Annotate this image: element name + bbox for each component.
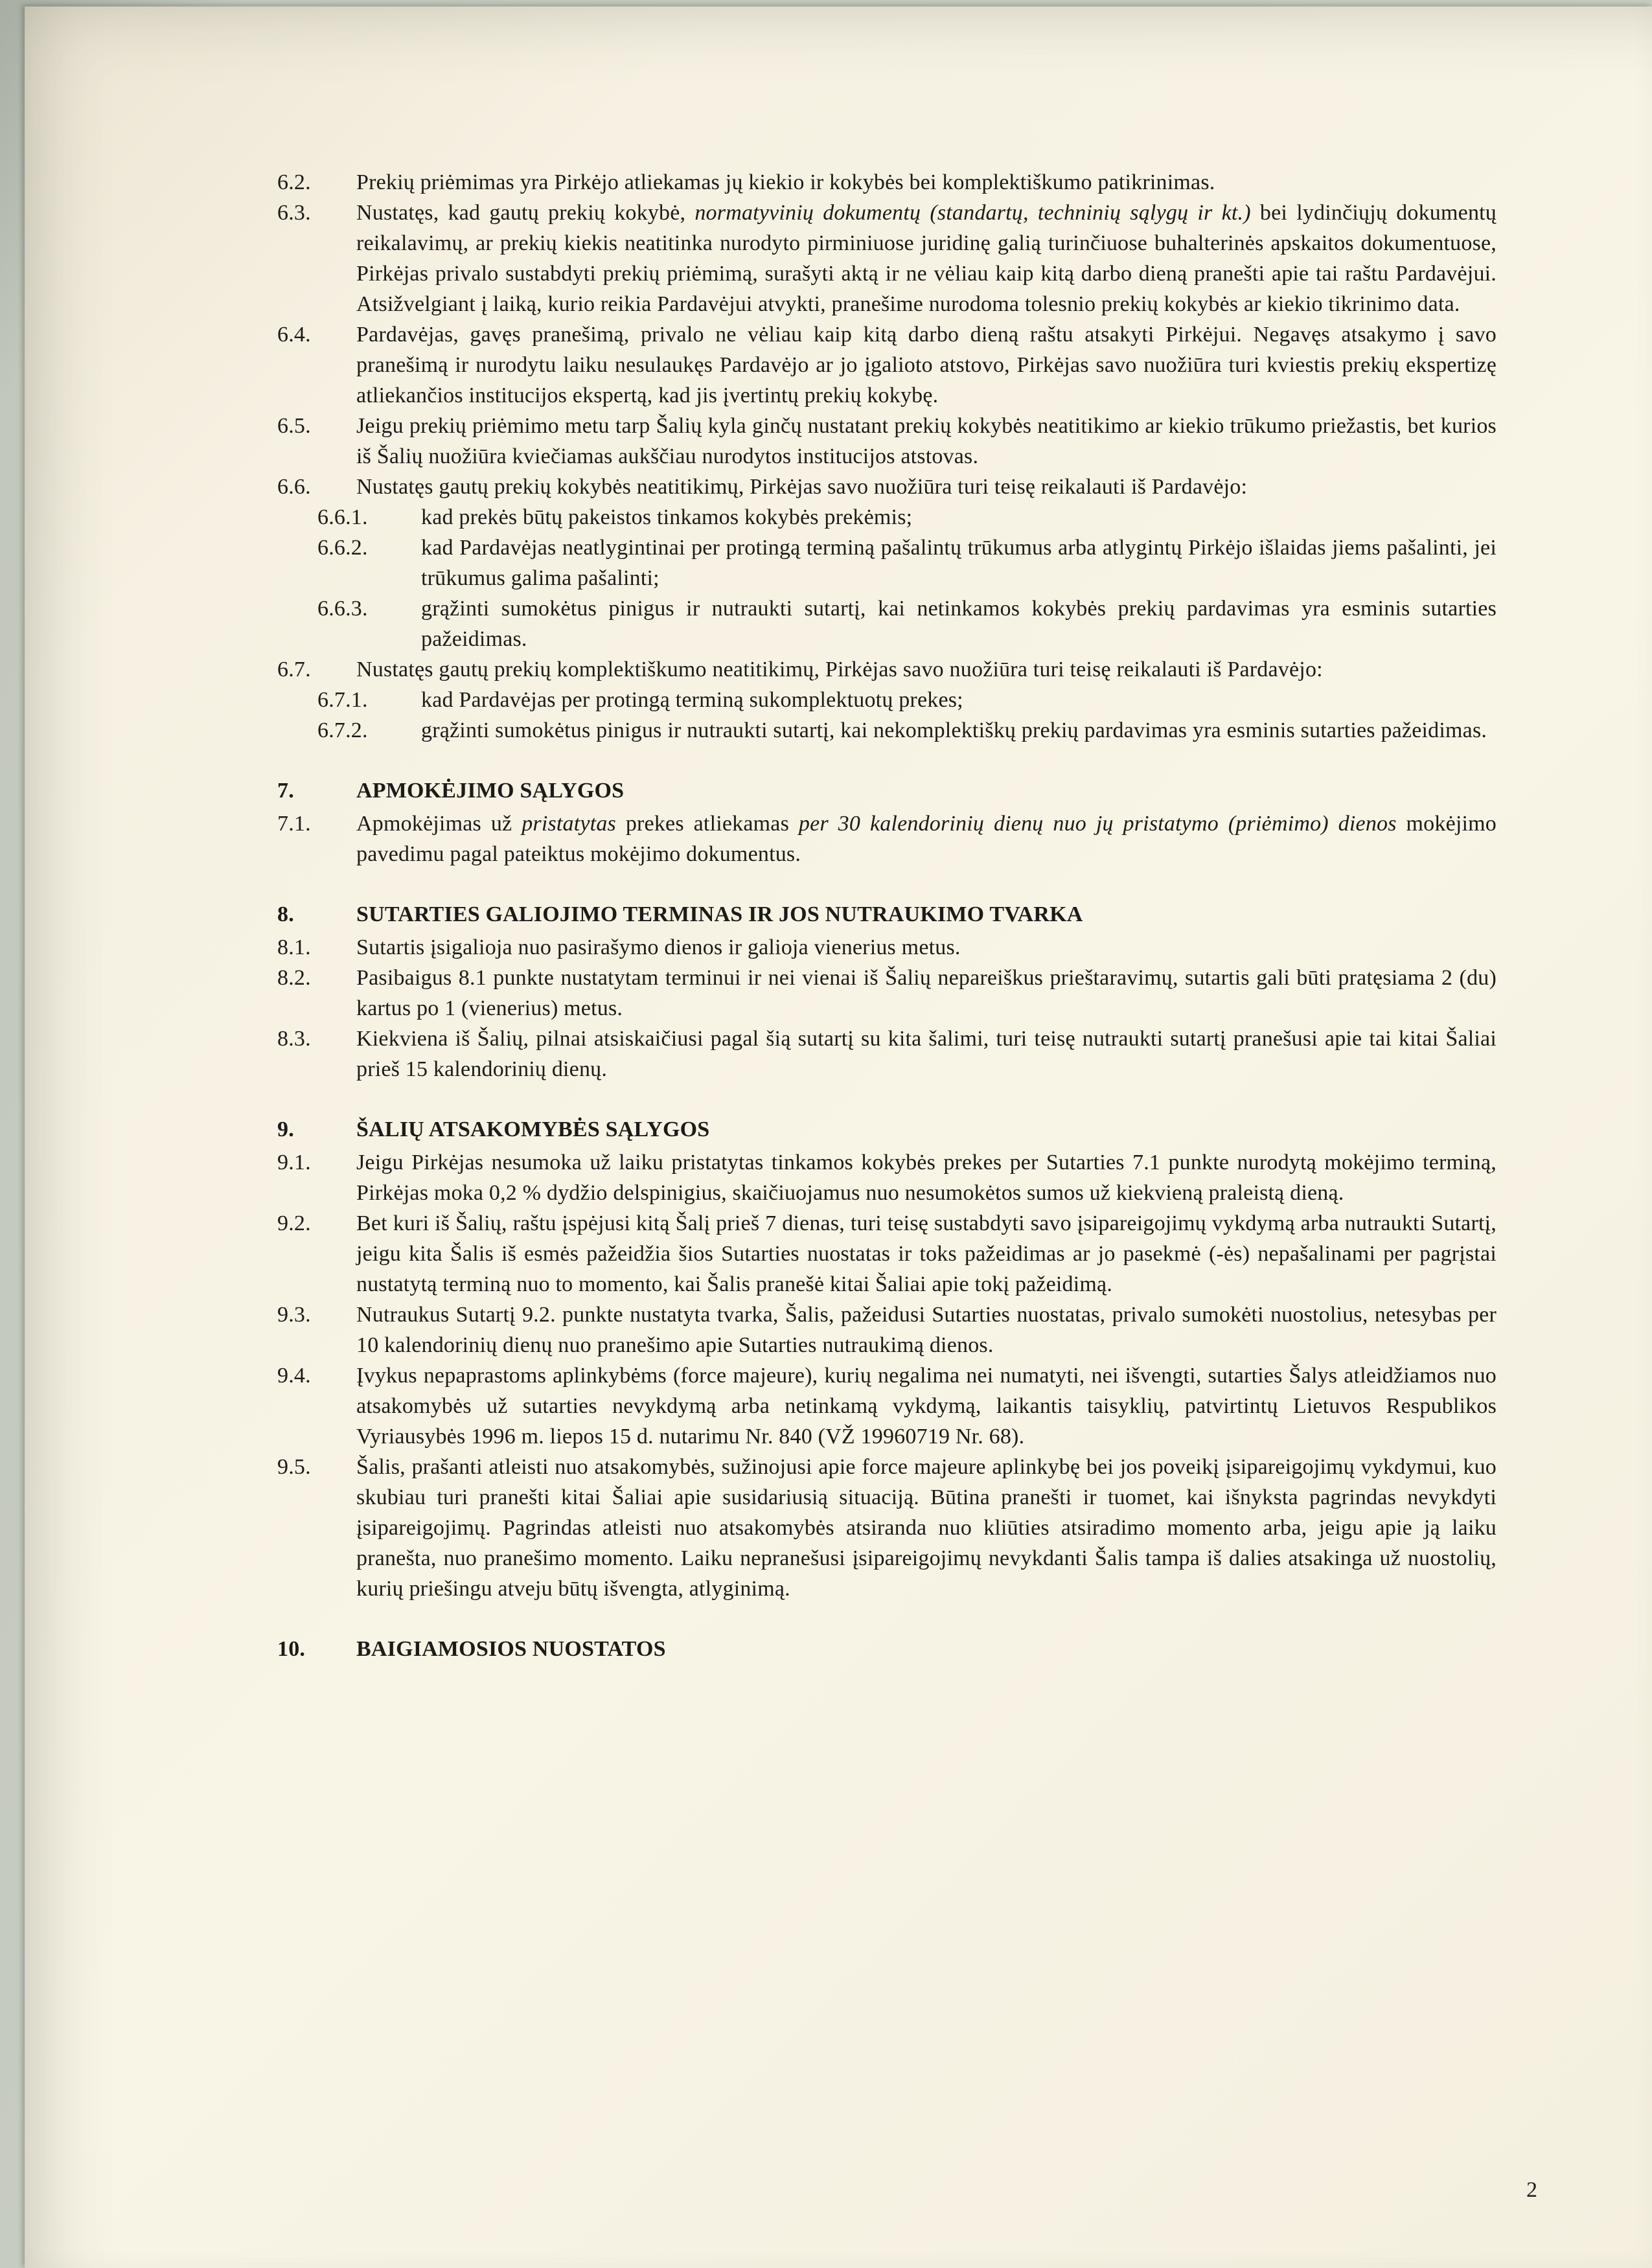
clause-number: 9.1. xyxy=(277,1151,311,1174)
clause-number: 8.3. xyxy=(277,1027,311,1051)
clause-number: 6.2. xyxy=(277,170,311,194)
clause-number: 6.3. xyxy=(277,201,311,225)
clause-text: Pasibaigus 8.1 punkte nustatytam terminui ir nei vienai iš Šalių nepareiškus prieštaravimų, sutartis gali būti pratęsiama 2 (du) kartus po 1 (vienerius) metus. xyxy=(356,966,1497,1020)
clause-item xyxy=(277,1300,1497,1360)
clause-text: Šalis, prašanti atleisti nuo atsakomybės, sužinojusi apie force majeure aplinkybę bei jos poveikį įsipareigojimų vykdymui, kuo skubiau turi pranešti kitai Šaliai apie susidariusią situaciją. Būtina pranešti ir tuomet, kai išnyksta pagrindas nevykdyti įsipareigojimų. Pagrindas atleisti nuo atsakomybės atsiranda nuo kliūties atsiradimo momento arba, jeigu apie ją laiku pranešta, nuo pranešimo momento. Laiku nepranešusi įsipareigojimų nevykdanti Šalis tampa iš dalies atsakinga už nuostolių, kurių priešingu atveju būtų išvengta, atlyginimą. xyxy=(356,1455,1497,1601)
clause-text: Sutartis įsigalioja nuo pasirašymo dienos ir galioja vienerius metus. xyxy=(356,935,961,959)
clause-number: 9.2. xyxy=(277,1211,311,1235)
clause-text: Prekių priėmimas yra Pirkėjo atliekamas jų kiekio ir kokybės bei komplektiškumo patikrinimas. xyxy=(356,170,1215,194)
clause-number: 6.6. xyxy=(277,475,311,499)
clause-number: 6.5. xyxy=(277,414,311,438)
clause-number: 10. xyxy=(277,1637,306,1661)
clause-item xyxy=(277,1452,1497,1604)
clause-text: Nustatęs, kad gautų prekių kokybė, normatyvinių dokumentų (standartų, techninių sąlygų ir kt.) bei lydinčiųjų dokumentų reikalavimų, ar prekių kiekis neatitinka nurodyto pirminiuose juridinę galią turinčiuose buhalterinės apskaitos dokumentuose, Pirkėjas privalo sustabdyti prekių priėmimą, surašyti aktą ir ne vėliau kaip kitą darbo dieną pranešti apie tai raštu Pardavėjui. Atsižvelgiant į laiką, kurio reikia Pardavėjui atvykti, pranešime nurodoma tolesnio prekių kokybės ar kiekio tikrinimo data. xyxy=(356,201,1497,316)
page-number: 2 xyxy=(1526,2178,1537,2202)
clause-item xyxy=(277,685,1497,715)
clause-number: 6.4. xyxy=(277,323,311,347)
clause-number: 8.2. xyxy=(277,966,311,990)
clause-number: 6.7.1. xyxy=(317,688,368,712)
clause-text: Nustatęs gautų prekių kokybės neatitikimų, Pirkėjas savo nuožiūra turi teisę reikalauti iš Pardavėjo: xyxy=(356,475,1248,499)
clause-number: 6.6.2. xyxy=(317,536,368,560)
clause-item xyxy=(277,593,1497,654)
clause-number: 6.7.2. xyxy=(317,718,368,742)
clause-item xyxy=(277,472,1497,502)
clause-item xyxy=(277,1147,1497,1208)
clause-text: kad Pardavėjas neatlygintinai per protingą terminą pašalintų trūkumus arba atlygintų Pirkėjo išlaidas jiems pašalinti, jei trūkumus galima pašalinti; xyxy=(421,536,1497,590)
clause-number: 9.5. xyxy=(277,1455,311,1479)
clause-item xyxy=(277,533,1497,593)
clause-item xyxy=(277,715,1497,746)
clause-text: Nutraukus Sutartį 9.2. punkte nustatyta tvarka, Šalis, pažeidusi Sutarties nuostatas, privalo sumokėti nuostolius, netesybas per 10 kalendorinių dienų nuo pranešimo apie Sutarties nutraukimą dienos. xyxy=(356,1303,1497,1357)
clause-text: Nustatęs gautų prekių komplektiškumo neatitikimų, Pirkėjas savo nuožiūra turi teisę reikalauti iš Pardavėjo: xyxy=(356,658,1323,682)
clause-text: Kiekviena iš Šalių, pilnai atsiskaičiusi pagal šią sutartį su kita šalimi, turi teisę nutraukti sutartį pranešusi apie tai kitai Šaliai prieš 15 kalendorinių dienų. xyxy=(356,1027,1497,1081)
section-title: SUTARTIES GALIOJIMO TERMINAS IR JOS NUTRAUKIMO TVARKA xyxy=(356,902,1083,926)
clause-text: Įvykus nepaprastoms aplinkybėms (force majeure), kurių negalima nei numatyti, nei išvengti, sutarties Šalys atleidžiamos nuo atsakomybės už sutarties nevykdymą arba netinkamą vykdymą, laikantis taisyklių, patvirtintų Lietuvos Respublikos Vyriausybės 1996 m. liepos 15 d. nutarimu Nr. 840 (VŽ 19960719 Nr. 68). xyxy=(356,1364,1497,1449)
clause-item xyxy=(277,808,1497,869)
clause-number: 9.4. xyxy=(277,1364,311,1388)
clause-item xyxy=(277,198,1497,319)
clause-number: 6.6.1. xyxy=(317,505,368,529)
clause-text: Jeigu prekių priėmimo metu tarp Šalių kyla ginčų nustatant prekių kokybės neatitikimo ar kiekio trūkumo priežastis, bet kurios iš Šalių nuožiūra kviečiamas aukščiau nurodytos institucijos atstovas. xyxy=(356,414,1497,468)
clause-number: 6.7. xyxy=(277,658,311,682)
section-heading xyxy=(277,899,1497,930)
section-heading xyxy=(277,1114,1497,1145)
document-body xyxy=(277,167,1497,1667)
clause-text: grąžinti sumokėtus pinigus ir nutraukti sutartį, kai nekomplektiškų prekių pardavimas yra esminis sutarties pažeidimas. xyxy=(421,718,1487,742)
section-title: ŠALIŲ ATSAKOMYBĖS SĄLYGOS xyxy=(356,1117,710,1141)
clause-number: 9.3. xyxy=(277,1303,311,1327)
scanned-page xyxy=(25,6,1652,2268)
clause-item xyxy=(277,654,1497,685)
clause-item xyxy=(277,1024,1497,1084)
clause-item xyxy=(277,1208,1497,1300)
clause-item xyxy=(277,319,1497,411)
clause-item xyxy=(277,167,1497,198)
clause-item xyxy=(277,932,1497,963)
section-heading xyxy=(277,775,1497,806)
clause-text: Apmokėjimas už pristatytas prekes atliekamas per 30 kalendorinių dienų nuo jų pristatymo (priėmimo) dienos mokėjimo pavedimu pagal pateiktus mokėjimo dokumentus. xyxy=(356,812,1497,866)
clause-text: Pardavėjas, gavęs pranešimą, privalo ne vėliau kaip kitą darbo dieną raštu atsakyti Pirkėjui. Negavęs atsakymo į savo pranešimą ir nurodytu laiku nesulaukęs Pardavėjo ar jo įgalioto atstovo, Pirkėjas savo nuožiūra turi kviestis prekių ekspertizę atliekančios institucijos ekspertą, kad jis įvertintų prekių kokybę. xyxy=(356,323,1497,407)
clause-item xyxy=(277,1360,1497,1452)
clause-text: kad prekės būtų pakeistos tinkamos kokybės prekėmis; xyxy=(421,505,913,529)
clause-number: 9. xyxy=(277,1117,294,1141)
clause-item xyxy=(277,411,1497,472)
clause-text: kad Pardavėjas per protingą terminą sukomplektuotų prekes; xyxy=(421,688,963,712)
clause-number: 7. xyxy=(277,779,294,803)
clause-number: 6.6.3. xyxy=(317,597,368,621)
clause-number: 7.1. xyxy=(277,812,311,836)
clause-text: Bet kuri iš Šalių, raštu įspėjusi kitą Šalį prieš 7 dienas, turi teisę sustabdyti savo įsipareigojimų vykdymą arba nutraukti Sutartį, jeigu kita Šalis iš esmės pažeidžia šios Sutarties nuostatas ir toks pažeidimas ar jo pasekmė (-ės) nepašalinami per pagrįstai nustatytą terminą nuo to momento, kai Šalis pranešė kitai Šaliai apie tokį pažeidimą. xyxy=(356,1211,1497,1296)
section-title: APMOKĖJIMO SĄLYGOS xyxy=(356,779,625,803)
clause-item xyxy=(277,963,1497,1024)
clause-number: 8.1. xyxy=(277,935,311,959)
section-heading xyxy=(277,1634,1497,1664)
clause-number: 8. xyxy=(277,902,294,926)
clause-text: Jeigu Pirkėjas nesumoka už laiku pristatytas tinkamos kokybės prekes per Sutarties 7.1 punkte nurodytą mokėjimo terminą, Pirkėjas moka 0,2 % dydžio delspinigius, skaičiuojamus nuo nesumokėtos sumos už kiekvieną praleistą dieną. xyxy=(356,1151,1497,1205)
section-title: BAIGIAMOSIOS NUOSTATOS xyxy=(356,1637,666,1661)
clause-item xyxy=(277,502,1497,533)
clause-text: grąžinti sumokėtus pinigus ir nutraukti sutartį, kai netinkamos kokybės prekių pardavimas yra esminis sutarties pažeidimas. xyxy=(421,597,1497,651)
